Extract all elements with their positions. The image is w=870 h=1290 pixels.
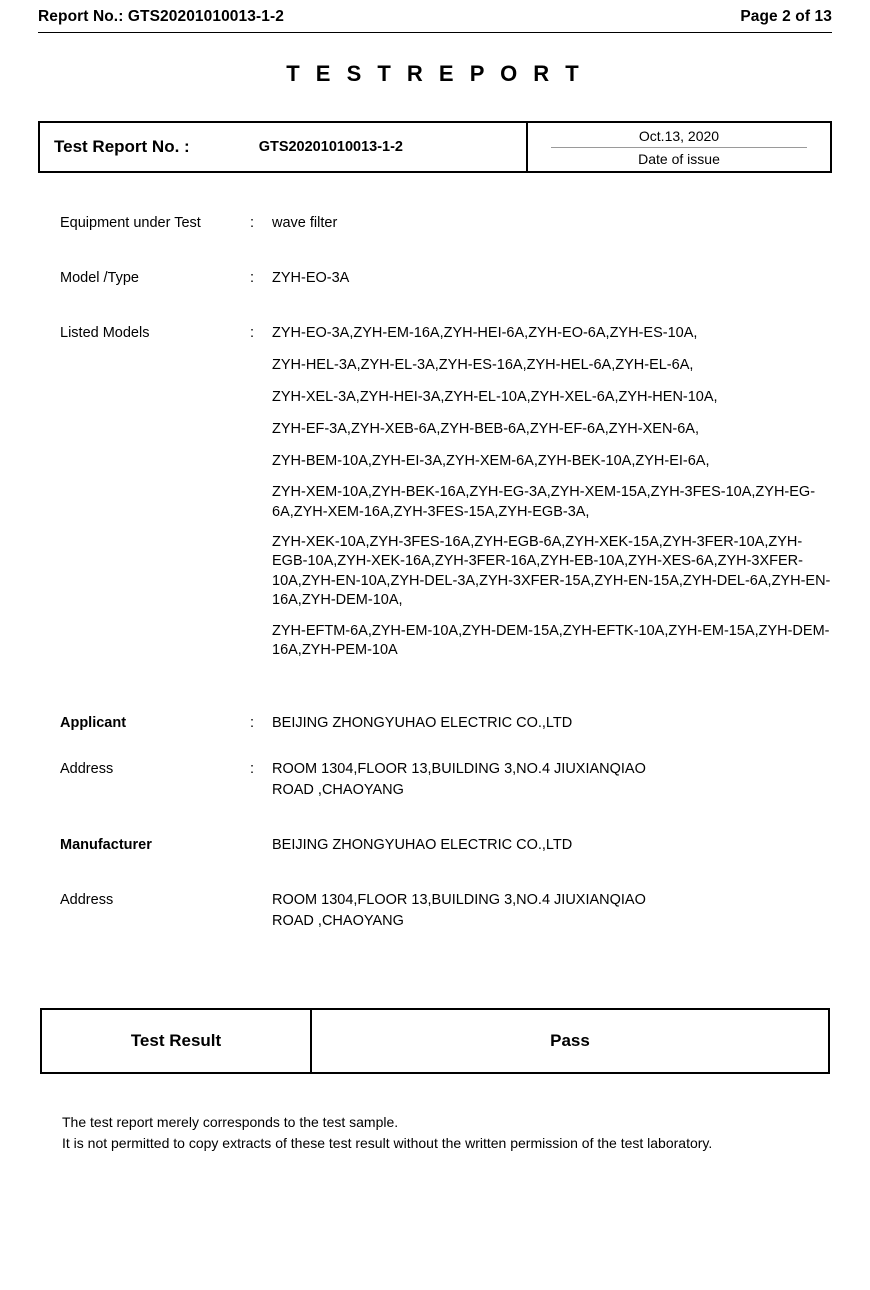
report-number-value: GTS20201010013-1-2 bbox=[258, 139, 403, 155]
page-header bbox=[38, 0, 832, 26]
row-listed-models bbox=[60, 323, 832, 671]
listed-models-line: ZYH-HEL-3A,ZYH-EL-3A,ZYH-ES-16A,ZYH-HEL-6A,ZYH-EL-6A, bbox=[272, 357, 694, 374]
issue-date-cell bbox=[528, 123, 830, 171]
report-number-box bbox=[38, 121, 832, 173]
test-result-value: Pass bbox=[550, 1031, 590, 1050]
issue-date-label: Date of issue bbox=[638, 150, 720, 167]
header-divider bbox=[38, 32, 832, 33]
listed-models-value bbox=[272, 323, 832, 671]
row-manufacturer-address bbox=[60, 890, 832, 932]
listed-models-colon: : bbox=[250, 325, 255, 342]
page-title: T E S T R E P O R T bbox=[286, 61, 584, 86]
listed-models-block: ZYH-XEM-10A,ZYH-BEK-16A,ZYH-EG-3A,ZYH-XEM-15A,ZYH-3FES-10A,ZYH-EG-6A,ZYH-XEM-16A,ZYH-3FES-15A,ZYH-EGB-3A, bbox=[272, 484, 816, 520]
listed-models-line: ZYH-EF-3A,ZYH-XEB-6A,ZYH-BEB-6A,ZYH-EF-6A,ZYH-XEN-6A, bbox=[272, 421, 700, 438]
manufacturer-address-line2: ROAD ,CHAOYANG bbox=[272, 912, 404, 929]
manufacturer-label: Manufacturer bbox=[60, 836, 152, 853]
applicant-colon: : bbox=[250, 715, 255, 732]
listed-models-block: ZYH-EFTM-6A,ZYH-EM-10A,ZYH-DEM-15A,ZYH-EFTK-10A,ZYH-EM-15A,ZYH-DEM-16A,ZYH-PEM-10A bbox=[272, 622, 830, 659]
eut-colon: : bbox=[250, 215, 255, 231]
report-number-label: Test Report No. : bbox=[54, 137, 190, 156]
model-label: Model /Type bbox=[60, 270, 139, 287]
applicant-address-label: Address bbox=[60, 760, 114, 777]
row-equipment-under-test bbox=[60, 213, 832, 234]
model-colon: : bbox=[250, 270, 255, 287]
test-result-box bbox=[40, 1008, 830, 1074]
eut-label bbox=[60, 213, 250, 234]
manufacturer-address-value bbox=[272, 890, 832, 932]
row-applicant bbox=[60, 713, 832, 734]
test-result-label: Test Result bbox=[42, 1010, 312, 1072]
footnote-line2: It is not permitted to copy extracts of these test result without the written permission of the test laboratory. bbox=[62, 1135, 713, 1151]
report-number-cell bbox=[40, 123, 528, 171]
header-page-number: Page 2 of 13 bbox=[740, 8, 832, 25]
header-report-number: Report No.: GTS20201010013-1-2 bbox=[38, 8, 284, 25]
listed-models-label: Listed Models bbox=[60, 325, 150, 342]
eut-label-line2: Test bbox=[174, 215, 201, 231]
manufacturer-address-line1: ROOM 1304,FLOOR 13,BUILDING 3,NO.4 JIUXIANQIAO bbox=[272, 891, 646, 908]
model-value: ZYH-EO-3A bbox=[272, 270, 350, 287]
eut-label-line1: Equipment under bbox=[60, 215, 171, 231]
applicant-address-line2: ROAD ,CHAOYANG bbox=[272, 781, 404, 798]
applicant-value: BEIJING ZHONGYUHAO ELECTRIC CO.,LTD bbox=[272, 715, 573, 732]
row-manufacturer bbox=[60, 835, 832, 856]
applicant-address-value bbox=[272, 759, 832, 801]
info-section bbox=[38, 213, 832, 932]
row-model-type bbox=[60, 268, 832, 289]
applicant-address-line1: ROOM 1304,FLOOR 13,BUILDING 3,NO.4 JIUXIANQIAO bbox=[272, 760, 646, 777]
footnote-line1: The test report merely corresponds to the test sample. bbox=[62, 1114, 399, 1130]
listed-models-line: ZYH-XEL-3A,ZYH-HEI-3A,ZYH-EL-10A,ZYH-XEL-6A,ZYH-HEN-10A, bbox=[272, 389, 718, 406]
listed-models-block: ZYH-XEK-10A,ZYH-3FES-16A,ZYH-EGB-6A,ZYH-XEK-15A,ZYH-3FER-10A,ZYH-EGB-10A,ZYH-XEK-16A,ZYH-3FER-16A,ZYH-EB-10A,ZYH-XES-6A,ZYH-3XFER-10A,ZYH-EN-10A,ZYH-DEL-3A,ZYH-3XFER-15A,ZYH-EN-15A,ZYH-DEL-6A,ZYH-EN-16A,ZYH-DEM-10A, bbox=[272, 533, 831, 609]
listed-models-line: ZYH-EO-3A,ZYH-EM-16A,ZYH-HEI-6A,ZYH-EO-6A,ZYH-ES-10A, bbox=[272, 325, 698, 342]
manufacturer-address-label: Address bbox=[60, 891, 114, 908]
applicant-address-colon: : bbox=[250, 760, 255, 777]
footnote bbox=[62, 1112, 832, 1154]
manufacturer-value: BEIJING ZHONGYUHAO ELECTRIC CO.,LTD bbox=[272, 836, 573, 853]
listed-models-line: ZYH-BEM-10A,ZYH-EI-3A,ZYH-XEM-6A,ZYH-BEK-10A,ZYH-EI-6A, bbox=[272, 453, 710, 470]
eut-value: wave filter bbox=[272, 215, 338, 231]
issue-date-value: Oct.13, 2020 bbox=[638, 127, 720, 144]
row-applicant-address bbox=[60, 759, 832, 801]
applicant-label: Applicant bbox=[60, 715, 127, 732]
